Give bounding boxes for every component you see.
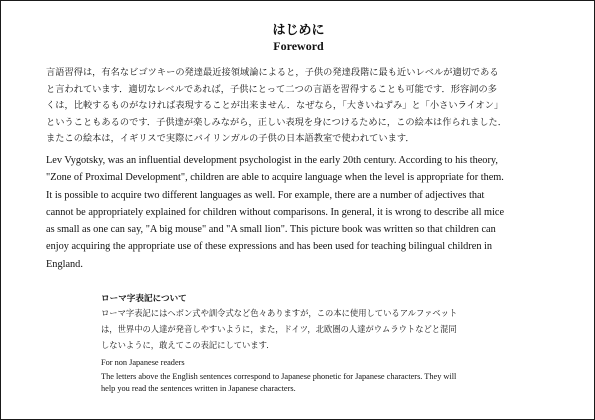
romaji-note-line: ローマ字表記にはヘボン式や訓令式など色々ありますが，この本に使用しているアルファベット	[101, 308, 458, 318]
japanese-line: くは，比較するものがなければ表現することが出来ません．なぜなら，「大きいねずみ」と「小さいライオン」	[46, 100, 504, 112]
english-line: It is possible to acquire two different languages as well. For example, there are a number of adjectives that	[46, 189, 485, 201]
japanese-line: またこの絵本は，イギリスで実際にバイリンガルの子供の日本語教室で使われています．	[46, 133, 415, 145]
non-japanese-note-line: help you read the sentences written in Japanese characters.	[101, 383, 296, 393]
english-line: Lev Vygotsky, was an influential development psychologist in the early 20th century. According to his theory,	[46, 155, 498, 166]
romaji-note-line: は，世界中の人達が発音しやすいように，また，ドイツ，北欧圏の人達がウムラウトなどと混同	[101, 323, 457, 334]
japanese-line: 言語習得は，有名なビゴツキーの発達最近接領域論によると，子供の発達段階に最も近いレベルが適切である	[46, 67, 499, 78]
non-japanese-note-line: The letters above the English sentences correspond to Japanese phonetic for Japanese characters. They will	[101, 372, 457, 381]
english-line: as small as one can say, "A big mouse" and "A small lion". This picture book was written so that children can	[46, 224, 496, 236]
english-line: "Zone of Proximal Development", children are able to acquire language when the level is appropriate for them.	[46, 172, 504, 184]
page-title-english: Foreword	[273, 39, 324, 53]
page-title-japanese: はじめに	[272, 23, 325, 38]
non-japanese-note-body	[101, 371, 521, 394]
english-paragraph	[46, 152, 556, 273]
japanese-paragraph	[46, 65, 556, 148]
japanese-line: と言われています．適切なレベルであれば，子供にとって二つの言語を習得することも可能です．形容詞の多	[46, 83, 497, 95]
non-japanese-note-heading: For non Japanese readers	[101, 358, 185, 367]
japanese-line: ということもあるのです．子供達が楽しみながら，正しい表現を身につけるために，この絵本は作られました．	[46, 116, 507, 128]
romaji-note-body	[101, 306, 521, 353]
romaji-note-heading: ローマ字表記について	[101, 294, 187, 304]
english-line: enjoy acquiring the appropriate use of these expressions and has been used for teaching bilingual children in	[46, 241, 493, 253]
english-line: England.	[46, 258, 83, 270]
romaji-note-line: しないように，敢えてこの表記にしています．	[101, 339, 275, 350]
english-line: cannot be appropriately explained for children without comparisons. In general, it is wrong to describe all mice	[46, 206, 505, 218]
